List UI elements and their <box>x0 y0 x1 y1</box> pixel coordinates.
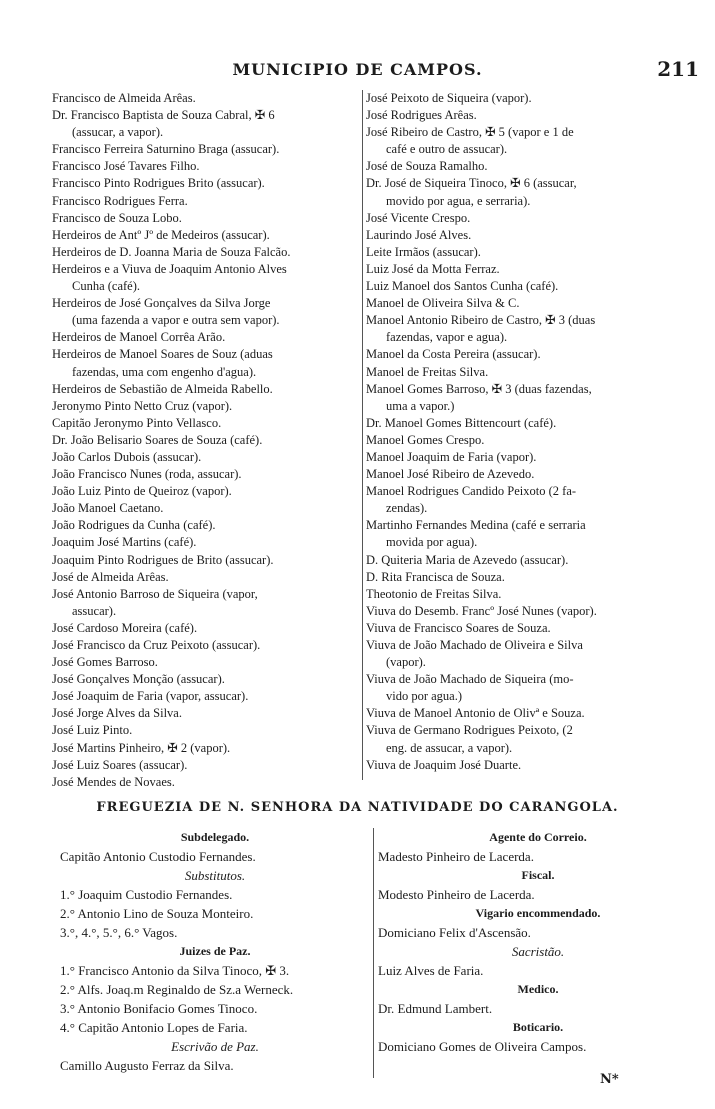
directory-entry: Manoel José Ribeiro de Azevedo. <box>366 467 535 482</box>
directory-entry: Herdeiros de D. Joanna Maria de Souza Falcão. <box>52 244 291 259</box>
directory-entry: José Francisco da Cruz Peixoto (assucar). <box>52 638 261 652</box>
escrivao-name: Camillo Augusto Ferraz da Silva. <box>60 1058 234 1073</box>
fiscal-heading: Fiscal. <box>521 868 555 882</box>
directory-entry: João Francisco Nunes (roda, assucar). <box>52 467 242 482</box>
sacristao-heading: Sacristão. <box>511 944 565 959</box>
directory-entry: D. Rita Francisca de Souza. <box>366 569 505 584</box>
medico-name: Dr. Edmund Lambert. <box>378 1001 493 1016</box>
directory-entry: Viuva de Francisco Soares de Souza. <box>366 620 551 635</box>
directory-entry: José Luiz Soares (assucar). <box>52 757 188 772</box>
directory-entry: Francisco de Souza Lobo. <box>52 210 182 225</box>
directory-entry: Francisco José Tavares Filho. <box>52 159 200 174</box>
page-number: 211 <box>657 57 699 81</box>
directory-entry: José Peixoto de Siqueira (vapor). <box>366 91 532 105</box>
directory-entry: José Gonçalves Monção (assucar). <box>52 672 225 687</box>
directory-entry-continuation: (assucar, a vapor). <box>72 125 164 140</box>
directory-entry: José de Almeida Arêas. <box>52 569 169 584</box>
directory-entry: Dr. Francisco Baptista de Souza Cabral, ✠ 6 <box>52 108 275 123</box>
substitutos-heading: Substitutos. <box>184 868 246 883</box>
juiz-item: 4.° Capitão Antonio Lopes de Faria. <box>60 1020 248 1035</box>
directory-entry: José Rodrigues Arêas. <box>366 108 477 123</box>
directory-entry: Herdeiros de Antº Jº de Medeiros (assucar). <box>52 227 270 242</box>
substituto-item: 3.°, 4.°, 5.°, 6.° Vagos. <box>60 925 178 940</box>
directory-entry: João Rodrigues da Cunha (café). <box>52 518 216 533</box>
directory-entry: Herdeiros de Manoel Soares de Souz (aduas <box>52 347 273 362</box>
directory-entry: Martinho Fernandes Medina (café e serraria <box>366 518 586 533</box>
left-column <box>52 90 360 791</box>
agente-heading: Agente do Correio. <box>489 830 587 844</box>
directory-entry-continuation: café e outro de assucar). <box>386 142 508 157</box>
directory-entry: Herdeiros de Manoel Corrêa Arão. <box>52 330 226 345</box>
juiz-item: 3.° Antonio Bonifacio Gomes Tinoco. <box>60 1001 258 1016</box>
directory-entry: Manoel Rodrigues Candido Peixoto (2 fa- <box>366 484 577 499</box>
directory-entry: D. Quiteria Maria de Azevedo (assucar). <box>366 552 569 567</box>
directory-entry: Viuva de João Machado de Oliveira e Silva <box>366 638 583 652</box>
directory-entry-continuation: Cunha (café). <box>72 279 141 294</box>
directory-entry: Capitão Jeronymo Pinto Vellasco. <box>52 415 222 430</box>
signature-mark: N* <box>600 1072 619 1087</box>
directory-entry: Francisco de Almeida Arêas. <box>52 91 196 105</box>
directory-entry: Herdeiros e a Viuva de Joaquim Antonio Alves <box>52 261 287 276</box>
escrivao-heading: Escrivão de Paz. <box>171 1039 259 1054</box>
column-divider <box>362 90 363 780</box>
directory-entry: Viuva de Joaquim José Duarte. <box>366 757 522 772</box>
directory-entry: José Joaquim de Faria (vapor, assucar). <box>52 689 249 704</box>
substituto-item: 1.° Joaquim Custodio Fernandes. <box>60 887 233 902</box>
directory-entry: Herdeiros de Sebastião de Almeida Rabello. <box>52 381 273 396</box>
sacristao-name: Luiz Alves de Faria. <box>378 963 484 978</box>
directory-entry: Francisco Ferreira Saturnino Braga (assucar). <box>52 142 280 157</box>
directory-entry: Manoel Joaquim de Faria (vapor). <box>366 449 537 464</box>
directory-entry: Dr. João Belisario Soares de Souza (café). <box>52 432 263 447</box>
directory-entry-continuation: uma a vapor.) <box>386 398 455 413</box>
directory-entry: José de Souza Ramalho. <box>366 159 488 174</box>
agente-name: Madesto Pinheiro de Lacerda. <box>378 849 534 864</box>
directory-entry: Viuva do Desemb. Francº José Nunes (vapor). <box>366 603 597 618</box>
directory-entry: Herdeiros de José Gonçalves da Silva Jorge <box>52 296 271 311</box>
directory-entry: Theotonio de Freitas Silva. <box>366 586 502 601</box>
directory-entry: José Vicente Crespo. <box>366 210 471 225</box>
juiz-item: 2.° Alfs. Joaq.m Reginaldo de Sz.a Werneck. <box>60 982 294 997</box>
directory-entry: José Cardoso Moreira (café). <box>52 620 198 635</box>
substituto-item: 2.° Antonio Lino de Souza Monteiro. <box>60 906 254 921</box>
directory-entry: João Luiz Pinto de Queiroz (vapor). <box>52 484 232 499</box>
directory-entry-continuation: assucar). <box>72 603 117 618</box>
directory-entry: Manoel Antonio Ribeiro de Castro, ✠ 3 (duas <box>366 313 596 328</box>
directory-entry: José Ribeiro de Castro, ✠ 5 (vapor e 1 de <box>366 125 574 140</box>
fiscal-name: Modesto Pinheiro de Lacerda. <box>378 887 535 902</box>
directory-entry-continuation: movida por agua). <box>386 535 478 550</box>
subdelegado-heading: Subdelegado. <box>180 830 250 844</box>
directory-entry: José Gomes Barroso. <box>52 655 158 670</box>
directory-entry: Viuva de Germano Rodrigues Peixoto, (2 <box>366 723 573 738</box>
directory-entry-continuation: movido por agua, e serraria). <box>386 193 531 208</box>
vigario-heading: Vigario encommendado. <box>475 906 601 920</box>
directory-entry-continuation: fazendas, uma com engenho d'agua). <box>72 364 257 379</box>
lower-column-divider <box>373 828 374 1078</box>
directory-entry: Manoel de Oliveira Silva & C. <box>366 296 520 311</box>
right-column <box>366 90 696 774</box>
directory-entry: Dr. Manoel Gomes Bittencourt (café). <box>366 415 557 430</box>
vigario-name: Domiciano Felix d'Ascensão. <box>378 925 531 940</box>
directory-entry: Joaquim Pinto Rodrigues de Brito (assucar). <box>52 552 274 567</box>
directory-entry-continuation: eng. de assucar, a vapor). <box>386 740 513 755</box>
directory-entry: Manoel de Freitas Silva. <box>366 364 489 379</box>
directory-entry: Leite Irmãos (assucar). <box>366 244 481 259</box>
directory-entry: Laurindo José Alves. <box>366 227 472 242</box>
directory-entry: Manoel da Costa Pereira (assucar). <box>366 347 541 362</box>
lower-right-block <box>378 828 698 1056</box>
lower-left-block <box>60 828 370 1075</box>
subdelegado-name: Capitão Antonio Custodio Fernandes. <box>60 849 256 864</box>
boticario-heading: Boticario. <box>512 1020 564 1034</box>
directory-entry: Joaquim José Martins (café). <box>52 535 197 550</box>
directory-entry-continuation: (uma fazenda a vapor e outra sem vapor). <box>72 313 280 328</box>
directory-entry: José Martins Pinheiro, ✠ 2 (vapor). <box>52 740 231 755</box>
directory-entry-continuation: vido por agua.) <box>386 689 463 704</box>
directory-entry: Francisco Pinto Rodrigues Brito (assucar). <box>52 176 265 191</box>
directory-entry: Francisco Rodrigues Ferra. <box>52 193 188 208</box>
directory-entry: Dr. José de Siqueira Tinoco, ✠ 6 (assucar, <box>366 176 577 191</box>
directory-entry: Viuva de João Machado de Siqueira (mo- <box>366 672 574 687</box>
directory-entry: José Luiz Pinto. <box>52 723 133 738</box>
directory-entry: José Jorge Alves da Silva. <box>52 706 182 721</box>
directory-entry: Jeronymo Pinto Netto Cruz (vapor). <box>52 398 233 413</box>
directory-entry: Manoel Gomes Crespo. <box>366 432 485 447</box>
directory-entry-continuation: fazendas, vapor e agua). <box>386 330 508 345</box>
directory-entry: José Mendes de Novaes. <box>52 774 175 789</box>
boticario-name: Domiciano Gomes de Oliveira Campos. <box>378 1039 587 1054</box>
directory-entry: Luiz Manoel dos Santos Cunha (café). <box>366 279 559 294</box>
page-title: MUNICIPIO DE CAMPOS. <box>232 60 483 79</box>
directory-entry-continuation: zendas). <box>386 501 428 516</box>
directory-entry: João Manoel Caetano. <box>52 501 164 516</box>
directory-entry: Luiz José da Motta Ferraz. <box>366 261 500 276</box>
directory-entry: João Carlos Dubois (assucar). <box>52 449 202 464</box>
directory-entry-continuation: (vapor). <box>386 655 426 670</box>
directory-entry: Viuva de Manoel Antonio de Olivª e Souza. <box>366 706 585 721</box>
directory-entry: Manoel Gomes Barroso, ✠ 3 (duas fazendas, <box>366 381 592 396</box>
section-title: FREGUEZIA DE N. SENHORA DA NATIVIDADE DO CARANGOLA. <box>96 800 619 815</box>
directory-entry: José Antonio Barroso de Siqueira (vapor, <box>52 586 258 601</box>
juiz-item: 1.° Francisco Antonio da Silva Tinoco, ✠ 3. <box>60 963 290 978</box>
medico-heading: Medico. <box>517 982 559 996</box>
juizes-heading: Juizes de Paz. <box>179 944 251 958</box>
